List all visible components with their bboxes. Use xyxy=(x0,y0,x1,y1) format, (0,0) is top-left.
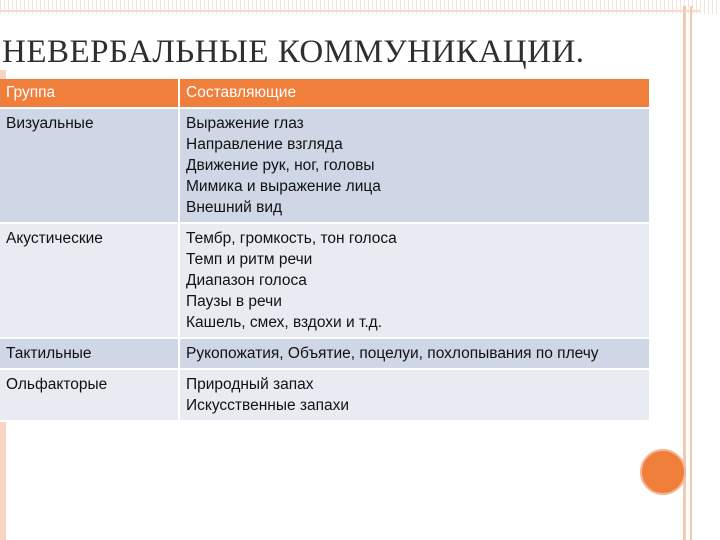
list-item: Диапазон голоса xyxy=(186,272,307,289)
list-item: Рукопожатия, Объятие, поцелуи, похлопывания по плечу xyxy=(186,345,599,362)
list-item: Выражение глаз xyxy=(186,115,304,132)
frame-right-line-inner xyxy=(690,6,692,540)
list-item: Внешний вид xyxy=(186,199,283,216)
table-row xyxy=(0,369,649,421)
row-group-cell: Визуальные xyxy=(0,108,179,223)
list-item: Движение рук, ног, головы xyxy=(186,157,375,174)
table-row xyxy=(0,338,649,369)
list-item: Мимика и выражение лица xyxy=(186,178,381,195)
table-row xyxy=(0,108,649,223)
list-item: Природный запах xyxy=(186,376,314,393)
list-item: Тембр, громкость, тон голоса xyxy=(186,230,397,247)
row-items-cell xyxy=(179,338,649,369)
list-item: Кашель, смех, вздохи и т.д. xyxy=(186,314,383,331)
header-group: Группа xyxy=(0,79,179,108)
list-item: Искусственные запахи xyxy=(186,397,350,414)
header-components: Составляющие xyxy=(179,79,649,108)
slide-title: НЕВЕРБАЛЬНЫЕ КОММУНИКАЦИИ. xyxy=(2,34,585,70)
row-items-cell xyxy=(179,108,649,223)
frame-top-line xyxy=(0,10,700,12)
row-group-cell: Ольфакторые xyxy=(0,369,179,421)
list-item: Паузы в речи xyxy=(186,293,282,310)
row-items-cell xyxy=(179,223,649,338)
table-row xyxy=(0,223,649,338)
row-items-cell xyxy=(179,369,649,421)
communication-table xyxy=(0,79,649,422)
frame-right-line xyxy=(683,6,686,540)
row-group-cell: Тактильные xyxy=(0,338,179,369)
list-item: Направление взгляда xyxy=(186,136,343,153)
table-header-row xyxy=(0,79,649,108)
row-group-cell: Акустические xyxy=(0,223,179,338)
list-item: Темп и ритм речи xyxy=(186,251,313,268)
decorative-circle xyxy=(640,449,686,495)
